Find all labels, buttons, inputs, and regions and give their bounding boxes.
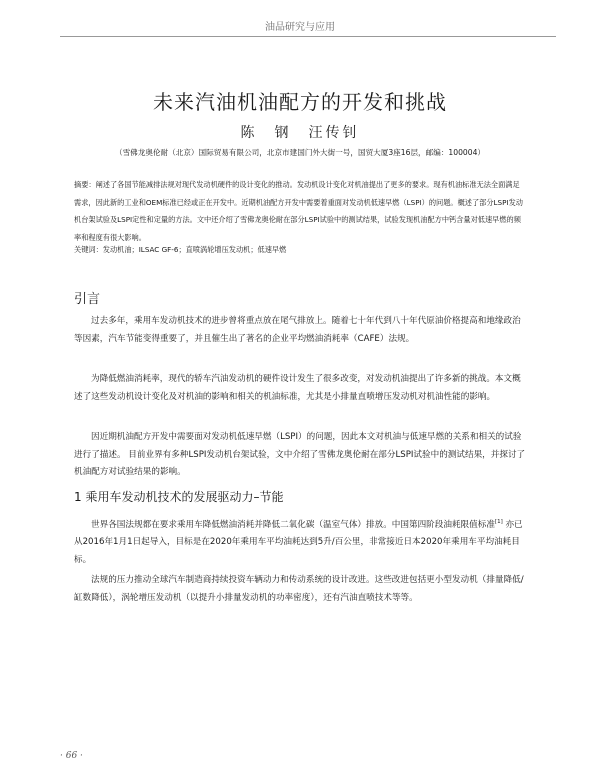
affiliation: （雪佛龙奥伦耐（北京）国际贸易有限公司，北京市建国门外大街一号，国贸大厦3座16层，邮编：100004）: [114, 148, 485, 157]
intro-heading: 引言: [74, 292, 101, 307]
keywords: 关键词：发动机油；ILSAC GF-6；直喷涡轮增压发动机；低速早燃: [74, 245, 287, 254]
abstract: 摘要：阐述了各国节能减排法规对现代发动机硬件的设计变化的推动。发动机设计变化对机油提出了更多的要求。现有机油标准无法全面满足需求，因此新的工业和OEM标准已经或正在开发中。近期机油配方开发中需要着重面对发动机低速早燃（LSPI）的问题。概述了部分LSPI发动机台架试验及LSPI定性和定量的方法。文中还介绍了雪佛龙奥伦耐在部分LSPI试验中的测试结果，试验发现机油配方中钙含量对低速早燃的频率和程度有很大影响。: [74, 180, 523, 242]
section-1-paragraph-1: [74, 514, 526, 570]
intro-paragraph-3: 因近期机油配方开发中需要面对发动机低速早燃（LSPI）的问题，因此本文对机油与低速早燃的关系和相关的试验进行了描述。 目前业界有多种LSPI发动机台架试验，文中介绍了雪佛龙奥伦耐在部分LSPI试验中的测试结果，并探讨了机油配方对试验结果的影响。: [74, 432, 526, 478]
section-1-paragraph-1-text-b: 亦已从2016年1月1日起导入，目标是在2020年乘用车平均油耗达到5升/百公里，非常接近日本2020年乘用车平均油耗目标。: [74, 519, 523, 566]
header-rule: [60, 36, 556, 37]
intro-paragraph-2: 为降低燃油消耗率，现代的轿车汽油发动机的硬件设计发生了很多改变，对发动机油提出了许多新的挑战。本文概述了这些发动机设计变化及对机油的影响和相关的机油标准，尤其是小排量直喷增压发动机对机油性能的影响。: [74, 374, 521, 402]
section-1-paragraph-2: 法规的压力推动全球汽车制造商持续投资车辆动力和传动系统的设计改进。这些改进包括更小型发动机（排量降低/缸数降低），涡轮增压发动机（以提升小排量发动机的功率密度），还有汽油直喷技术等等。: [74, 575, 524, 603]
running-head: 油品研究与应用: [265, 22, 335, 33]
section-1-paragraph-1-text-a: 世界各国法规都在要求乘用车降低燃油消耗并降低二氧化碳（温室气体）排放。中国第四阶段油耗限值标准: [91, 519, 495, 530]
page-number: · 66 ·: [60, 751, 83, 761]
citation-ref: [1]: [494, 519, 503, 525]
paper-title: 未来汽油机油配方的开发和挑战: [153, 90, 447, 114]
section-1-heading: 1 乘用车发动机技术的发展驱动力–节能: [74, 490, 284, 504]
authors: 陈 钢 汪传钊: [240, 125, 360, 141]
intro-paragraph-1: 过去多年，乘用车发动机技术的进步曾将重点放在尾气排放上。随着七十年代到八十年代原油价格提高和地缘政治等因素，汽车节能变得重要了，并且催生出了著名的企业平均燃油消耗率（CAFE）法规。: [74, 316, 521, 344]
